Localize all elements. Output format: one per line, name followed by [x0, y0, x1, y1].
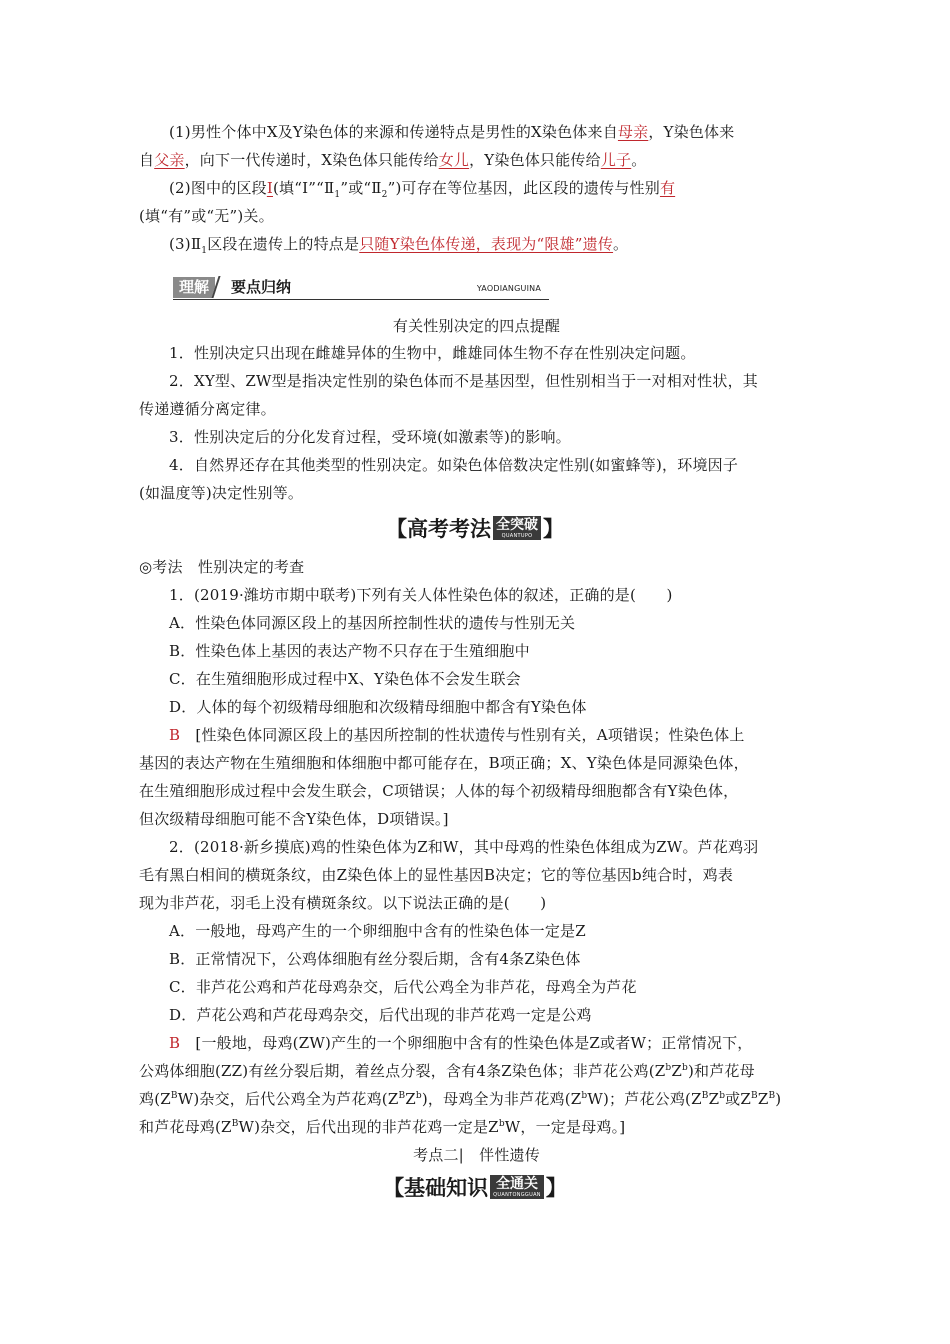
superscript: B	[768, 1091, 776, 1101]
header-box-text: 全突破	[496, 517, 538, 533]
intro-line-5	[169, 234, 814, 254]
superscript: b	[719, 1091, 726, 1101]
text: )和芦花母	[687, 1062, 755, 1080]
header-box	[493, 516, 541, 540]
text: ”或“Ⅱ	[340, 179, 382, 197]
superscript: B	[701, 1091, 709, 1101]
answer-1-line-2: 基因的表达产物在生殖细胞和体细胞中都可能存在，B项正确；X、Y染色体是同源染色体，	[139, 754, 749, 772]
text: 或Z	[725, 1090, 751, 1108]
answer-father: 父亲	[154, 151, 185, 169]
point-2-cont: 传递遵循分离定律。	[139, 400, 276, 418]
superscript: B	[231, 1119, 239, 1129]
point-1: 1．性别决定只出现在雌雄异体的生物中，雌雄同体生物不存在性别决定问题。	[169, 344, 696, 362]
text: (填“Ⅰ”“Ⅱ	[273, 179, 335, 197]
answer-daughter: 女儿	[438, 151, 470, 169]
answer-feature: 只随Y染色体传递，表现为“限雄”遗传	[359, 235, 614, 253]
text: 。	[631, 151, 647, 169]
subscript: 1	[334, 190, 341, 200]
text: W)杂交，后代公鸡全为芦花鸡(Z	[177, 1090, 399, 1108]
banner-rule	[173, 299, 549, 300]
text: )	[775, 1090, 782, 1108]
intro-line-2	[139, 150, 814, 170]
superscript: b	[682, 1063, 688, 1073]
superscript: B	[170, 1091, 178, 1101]
answer-segment: Ⅰ	[266, 179, 273, 197]
question-1: 1．(2019·潍坊市期中联考)下列有关人体性染色体的叙述，正确的是( )	[169, 586, 673, 604]
text: (1)男性个体中X及Y染色体的来源和传递特点是男性的X染色体来自	[169, 123, 618, 141]
text: ”)可存在等位基因，此区段的遗传与性别	[387, 179, 660, 197]
text: W，一定是母鸡。]	[504, 1118, 626, 1136]
q1-option-c: C．在生殖细胞形成过程中X、Y染色体不会发生联会	[169, 670, 521, 688]
bracket-open: 【	[383, 1176, 405, 1200]
text: 自	[139, 151, 155, 169]
superscript: b	[415, 1091, 422, 1101]
superscript: b	[665, 1063, 672, 1073]
text: (2)图中的区段	[169, 179, 267, 197]
section-header-exam	[0, 514, 950, 544]
text: W)杂交，后代出现的非芦花鸡一定是Z	[238, 1118, 499, 1136]
text: 。	[613, 235, 629, 253]
superscript: b	[581, 1091, 588, 1101]
point-4-cont: (如温度等)决定性别等。	[139, 484, 304, 502]
q2-option-d: D．芦花公鸡和芦花母鸡杂交，后代出现的非芦花鸡一定是公鸡	[169, 1006, 592, 1024]
superscript: b	[498, 1119, 505, 1129]
section-header-basics	[0, 1173, 950, 1203]
text: Z	[708, 1090, 720, 1108]
text: 和芦花母鸡(Z	[139, 1118, 232, 1136]
question-2: 2．(2018·新乡摸底)鸡的性染色体为Z和W，其中母鸡的性染色体组成为ZW。芦花鸡羽	[169, 838, 759, 856]
intro-line-3	[169, 178, 814, 198]
bracket-close: 】	[543, 517, 564, 541]
answer-2-line-2	[139, 1061, 814, 1081]
header-text: 基础知识	[404, 1176, 489, 1200]
q2-option-b: B．正常情况下，公鸡体细胞有丝分裂后期，含有4条Z染色体	[169, 950, 581, 968]
point-4: 4．自然界还存在其他类型的性别决定。如染色体倍数决定性别(如蜜蜂等)，环境因子	[169, 456, 739, 474]
section-2-title: 考点二| 伴性遗传	[413, 1146, 540, 1164]
answer-2-line-1	[169, 1033, 814, 1053]
answer-1-line-4: 但次级精母细胞可能不含Y染色体，D项错误。]	[139, 810, 449, 828]
text: 鸡(Z	[139, 1090, 171, 1108]
point-2: 2．XY型、ZW型是指决定性别的染色体而不是基因型，但性别相当于一对相对性状，其	[169, 372, 758, 390]
text: )，母鸡全为非芦花鸡(Z	[421, 1090, 582, 1108]
bracket-open: 【	[386, 517, 407, 541]
text: Z	[405, 1090, 416, 1108]
subscript: 1	[201, 246, 208, 256]
text: 公鸡体细胞(ZZ)有丝分裂后期，着丝点分裂，含有4条Z染色体；非芦花公鸡(Z	[139, 1062, 666, 1080]
question-2-cont-2: 现为非芦花，羽毛上没有横斑条纹。以下说法正确的是( )	[139, 894, 547, 912]
answer-has: 有	[659, 179, 676, 197]
answer-2-line-3	[139, 1089, 814, 1109]
banner-tag: 理解	[173, 277, 215, 298]
q1-option-d: D．人体的每个初级精母细胞和次级精母细胞中都含有Y染色体	[169, 698, 587, 716]
text: 区段在遗传上的特点是	[207, 235, 360, 253]
intro-line-4: (填“有”或“无”)关。	[139, 207, 274, 225]
banner-title: 要点归纳	[231, 278, 292, 296]
text: Z	[671, 1062, 682, 1080]
superscript: B	[398, 1091, 406, 1101]
text: W)；芦花公鸡(Z	[587, 1090, 702, 1108]
text: (3)Ⅱ	[169, 235, 202, 253]
q2-option-a: A．一般地，母鸡产生的一个卵细胞中含有的性染色体一定是Z	[169, 922, 586, 940]
answer-1-line-3: 在生殖细胞形成过程中会发生联会，C项错误；人体的每个初级精母细胞都含有Y染色体，	[139, 782, 739, 800]
intro-line-1	[169, 122, 814, 142]
text: [性染色体同源区段上的基因所控制的性状遗传与性别有关，A项错误；性染色体上	[180, 726, 745, 744]
header-text: 高考考法	[407, 517, 491, 541]
header-box-pinyin: QUANTONGGUAN	[493, 1192, 541, 1198]
answer-2-line-4	[139, 1117, 814, 1137]
bracket-close: 】	[545, 1176, 567, 1200]
superscript: B	[750, 1091, 758, 1101]
section-banner	[173, 276, 549, 300]
answer-1-key: B	[169, 726, 181, 744]
header-box-text: 全通关	[496, 1176, 538, 1192]
answer-mother: 母亲	[617, 123, 649, 141]
answer-son: 儿子	[600, 151, 632, 169]
header-box-pinyin: QUANTUPO	[501, 533, 533, 539]
answer-2-key: B	[169, 1034, 181, 1052]
text: [一般地，母鸡(ZW)产生的一个卵细胞中含有的性染色体是Z或者W；正常情况下，	[180, 1034, 753, 1052]
subscript: 2	[381, 190, 388, 200]
text: ，Y染色体只能传给	[469, 151, 601, 169]
banner-pinyin: YAODIANGUINA	[476, 284, 541, 293]
q1-option-a: A．性染色体同源区段上的基因所控制性状的遗传与性别无关	[169, 614, 576, 632]
question-2-cont-1: 毛有黑白相间的横斑条纹，由Z染色体上的显性基因B决定；它的等位基因b纯合时，鸡表	[139, 866, 734, 884]
q2-option-c: C．非芦花公鸡和芦花母鸡杂交，后代公鸡全为非芦花，母鸡全为芦花	[169, 978, 637, 996]
q1-option-b: B．性染色体上基因的表达产物不只存在于生殖细胞中	[169, 642, 530, 660]
points-heading: 有关性别决定的四点提醒	[392, 317, 561, 335]
header-box	[490, 1175, 544, 1199]
text: ，向下一代传递时，X染色体只能传给	[184, 151, 439, 169]
text: Z	[757, 1090, 769, 1108]
point-3: 3．性别决定后的分化发育过程，受环境(如激素等)的影响。	[169, 428, 571, 446]
kaofa-label: ◎考法 性别决定的考查	[139, 558, 305, 576]
answer-1-line-1	[169, 725, 814, 745]
text: ，Y染色体来	[648, 123, 735, 141]
